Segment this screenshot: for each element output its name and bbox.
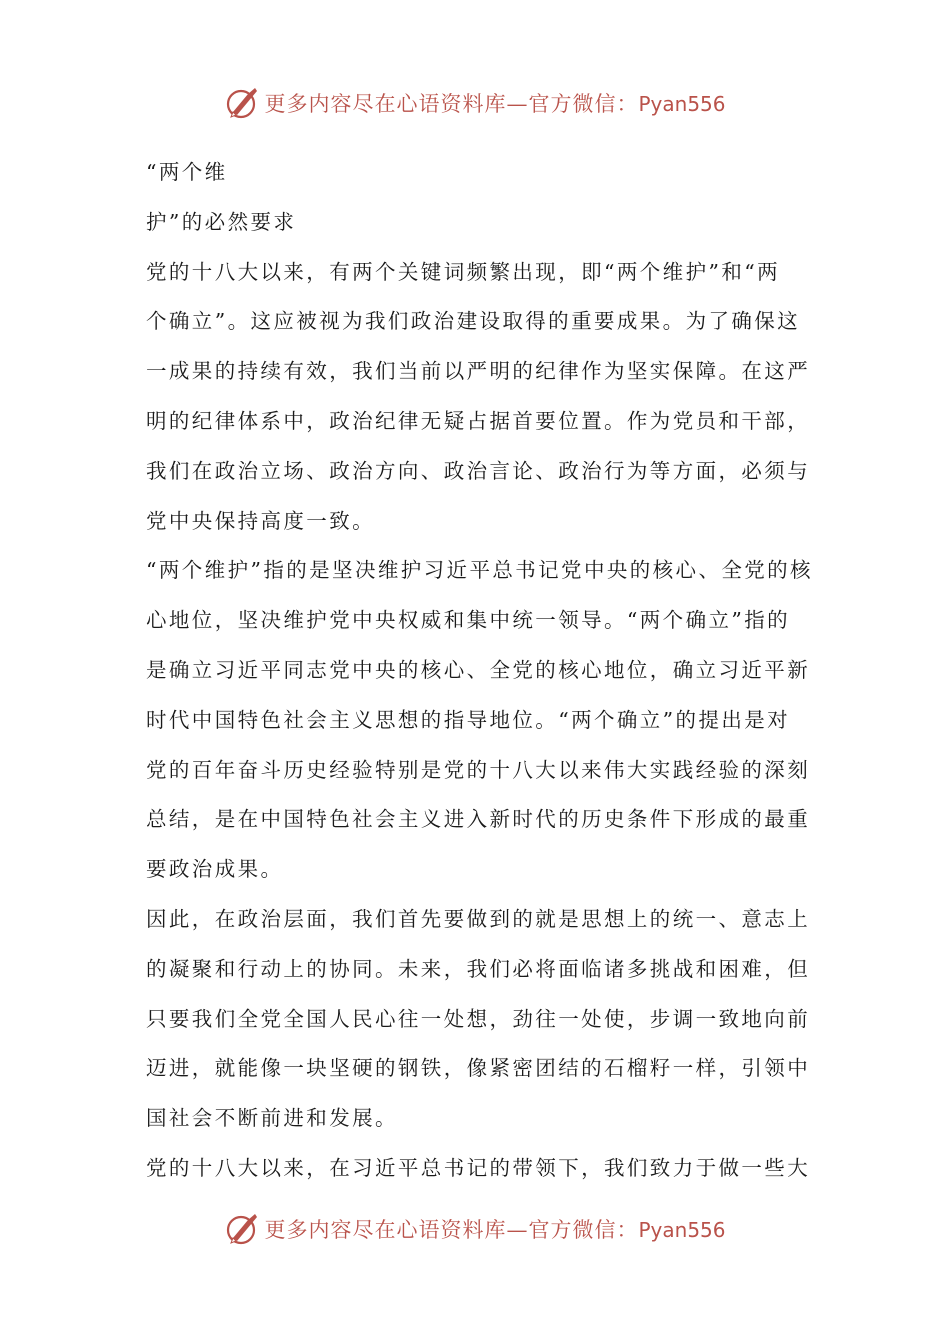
text-line: 总结，是在中国特色社会主义进入新时代的历史条件下形成的最重	[146, 807, 811, 832]
text-line: 党的十八大以来，有两个关键词频繁出现，即“两个维护”和“两	[146, 259, 781, 284]
text-line: 党中央保持高度一致。	[146, 508, 375, 533]
text-line: 迈进，就能像一块坚硬的钢铁，像紧密团结的石榴籽一样，引领中	[146, 1056, 811, 1081]
footer-watermark	[0, 1209, 950, 1249]
document-body	[146, 148, 813, 1194]
text-line: 是确立习近平同志党中央的核心、全党的核心地位，确立习近平新	[146, 657, 811, 682]
text-line: 只要我们全党全国人民心往一处想，劲往一处使，步调一致地向前	[146, 1006, 811, 1031]
watermark-text: 更多内容尽在心语资料库—官方微信：	[264, 1218, 639, 1242]
text-line: 护”的必然要求	[146, 209, 297, 234]
header-watermark	[0, 83, 950, 123]
text-line: 党的十八大以来，在习近平总书记的带领下，我们致力于做一些大	[146, 1155, 811, 1180]
text-line: 一成果的持续有效，我们当前以严明的纪律作为坚实保障。在这严	[146, 359, 811, 384]
watermark-wechat-id: Pyan556	[638, 92, 726, 116]
text-line: “两个维护”指的是坚决维护习近平总书记党中央的核心、全党的核	[146, 558, 813, 583]
text-line: 明的纪律体系中，政治纪律无疑占据首要位置。作为党员和干部，	[146, 408, 811, 433]
text-line: 国社会不断前进和发展。	[146, 1106, 398, 1131]
text-line: 时代中国特色社会主义思想的指导地位。“两个确立”的提出是对	[146, 707, 791, 732]
text-line: “两个维	[146, 160, 228, 184]
watermark-wechat-id: Pyan556	[638, 1218, 726, 1242]
text-line: 个确立”。这应被视为我们政治建设取得的重要成果。为了确保这	[146, 309, 801, 334]
pen-logo-icon	[224, 85, 260, 121]
watermark-text: 更多内容尽在心语资料库—官方微信：	[264, 92, 639, 116]
text-line: 我们在政治立场、政治方向、政治言论、政治行为等方面，必须与	[146, 458, 811, 483]
text-line: 因此，在政治层面，我们首先要做到的就是思想上的统一、意志上	[146, 906, 811, 931]
pen-logo-icon	[224, 1211, 260, 1247]
text-line: 要政治成果。	[146, 857, 284, 882]
text-line: 党的百年奋斗历史经验特别是党的十八大以来伟大实践经验的深刻	[146, 757, 811, 782]
text-line: 的凝聚和行动上的协同。未来，我们必将面临诸多挑战和困难，但	[146, 956, 811, 981]
text-line: 心地位，坚决维护党中央权威和集中统一领导。“两个确立”指的	[146, 608, 791, 633]
